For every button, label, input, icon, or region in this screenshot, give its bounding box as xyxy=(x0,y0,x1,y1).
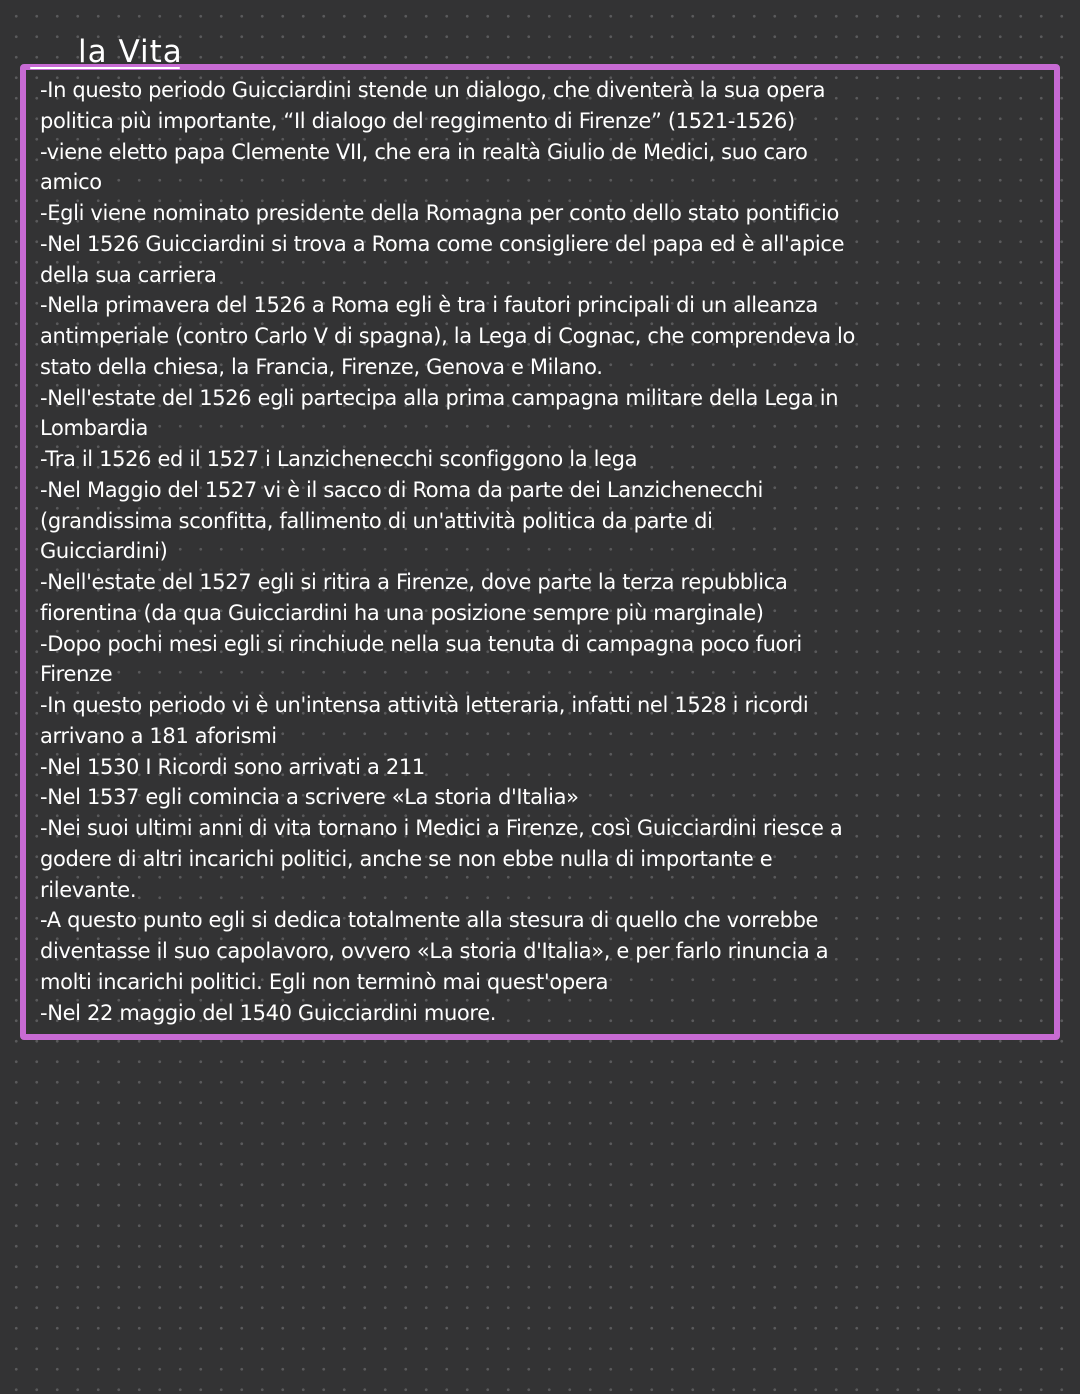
note-line: -Nell'estate del 1527 egli si ritira a Firenze, dove parte la terza repubblica xyxy=(40,570,788,594)
note-line: -In questo periodo Guicciardini stende un dialogo, che diventerà la sua opera xyxy=(40,78,826,102)
note-line: Firenze xyxy=(40,662,113,687)
note-line: -In questo periodo vi è un'intensa attività letteraria, infatti nel 1528 i ricordi xyxy=(40,693,809,717)
note-line: molti incarichi politici. Egli non terminò mai quest'opera xyxy=(40,969,609,994)
note-line: -Nel Maggio del 1527 vi è il sacco di Roma da parte dei Lanzichenecchi xyxy=(40,477,764,502)
note-line: -Nel 1526 Guicciardini si trova a Roma come consigliere del papa ed è all'apice xyxy=(40,231,845,256)
note-line: antimperiale (contro Carlo V di spagna), la Lega di Cognac, che comprendeva lo xyxy=(40,324,856,348)
note-body xyxy=(40,75,1065,1028)
note-line: -Nei suoi ultimi anni di vita tornano i Medici a Firenze, così Guicciardini riesce a xyxy=(40,816,843,840)
note-line: -Nel 1537 egli comincia a scrivere «La storia d'Italia» xyxy=(40,785,579,810)
note-line: diventasse il suo capolavoro, ovvero «La storia d'Italia», e per farlo rinuncia a xyxy=(40,939,829,963)
note-line: -viene eletto papa Clemente VII, che era in realtà Giulio de Medici, suo caro xyxy=(40,139,808,164)
note-line: -Nel 1530 I Ricordi sono arrivati a 211 xyxy=(40,754,425,779)
note-line: amico xyxy=(40,170,102,195)
note-line: -Nella primavera del 1526 a Roma egli è tra i fautori principali di un alleanza xyxy=(40,293,818,318)
note-line: arrivano a 181 aforismi xyxy=(40,723,277,748)
note-line: Guicciardini) xyxy=(40,539,168,564)
note-title: la Vita xyxy=(78,34,183,70)
note-line: -A questo punto egli si dedica totalmente alla stesura di quello che vorrebbe xyxy=(40,908,819,933)
note-line: -Nell'estate del 1526 egli partecipa alla prima campagna militare della Lega in xyxy=(40,385,839,410)
note-line: -Tra il 1526 ed il 1527 i Lanzichenecchi sconfiggono la lega xyxy=(40,447,638,471)
note-line: godere di altri incarichi politici, anche se non ebbe nulla di importante e xyxy=(40,846,773,871)
note-line: -Egli viene nominato presidente della Romagna per conto dello stato pontificio xyxy=(40,201,840,225)
note-line: (grandissima sconfitta, fallimento di un'attività politica da parte di xyxy=(40,508,713,533)
note-line: Lombardia xyxy=(40,416,148,441)
note-line: politica più importante, “Il dialogo del reggimento di Firenze” (1521-1526) xyxy=(40,108,795,133)
note-line: fiorentina (da qua Guicciardini ha una posizione sempre più marginale) xyxy=(40,600,764,625)
note-line: rilevante. xyxy=(40,877,137,902)
note-line: stato della chiesa, la Francia, Firenze, Genova e Milano. xyxy=(40,354,603,379)
note-line: della sua carriera xyxy=(40,262,217,287)
note-line: -Dopo pochi mesi egli si rinchiude nella sua tenuta di campagna poco fuori xyxy=(40,631,802,656)
note-line: -Nel 22 maggio del 1540 Guicciardini muore. xyxy=(40,1000,497,1025)
